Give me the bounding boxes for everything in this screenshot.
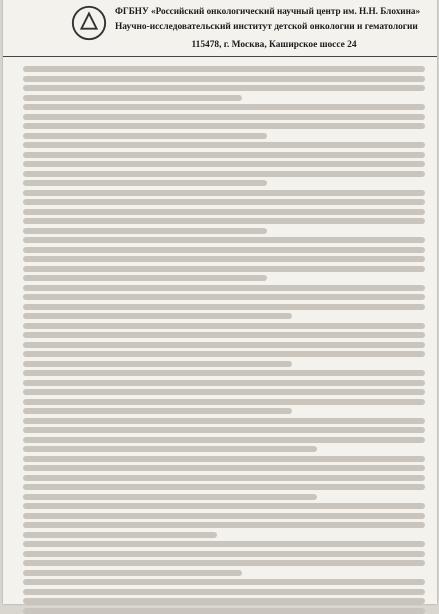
body-line bbox=[23, 133, 267, 139]
institute-name: Научно-исследовательский институт детской онкологии и гематологии bbox=[115, 22, 418, 32]
body-line bbox=[23, 152, 425, 158]
header-rule bbox=[3, 56, 437, 57]
body-line bbox=[23, 418, 425, 424]
body-line bbox=[23, 199, 425, 205]
body-line bbox=[23, 494, 317, 500]
body-line bbox=[23, 370, 425, 376]
body-line bbox=[23, 256, 425, 262]
body-line bbox=[23, 180, 267, 186]
body-line bbox=[23, 161, 425, 167]
body-line bbox=[23, 408, 292, 414]
body-line bbox=[23, 456, 425, 462]
body-line bbox=[23, 389, 425, 395]
body-line bbox=[23, 114, 425, 120]
body-line bbox=[23, 532, 217, 538]
body-line bbox=[23, 475, 425, 481]
body-line bbox=[23, 95, 242, 101]
body-line bbox=[23, 304, 425, 310]
body-line bbox=[23, 218, 425, 224]
body-line bbox=[23, 446, 317, 452]
body-line bbox=[23, 237, 425, 243]
body-line bbox=[23, 342, 425, 348]
body-line bbox=[23, 142, 425, 148]
body-line bbox=[23, 275, 267, 281]
body-line bbox=[23, 247, 425, 253]
body-line bbox=[23, 123, 425, 129]
body-line bbox=[23, 76, 425, 82]
body-line bbox=[23, 560, 425, 566]
body-line bbox=[23, 579, 425, 585]
body-line bbox=[23, 66, 425, 72]
body-line bbox=[23, 608, 425, 614]
body-line bbox=[23, 551, 425, 557]
body-line bbox=[23, 427, 425, 433]
body-line bbox=[23, 484, 425, 490]
body-line bbox=[23, 503, 425, 509]
body-line bbox=[23, 437, 425, 443]
body-line bbox=[23, 570, 242, 576]
body-line bbox=[23, 104, 425, 110]
discharge-summary-page bbox=[3, 0, 437, 604]
body-line bbox=[23, 351, 425, 357]
body-line bbox=[23, 313, 292, 319]
body-line bbox=[23, 294, 425, 300]
body-line bbox=[23, 380, 425, 386]
body-line bbox=[23, 399, 425, 405]
institution-logo bbox=[70, 4, 108, 42]
body-line bbox=[23, 589, 425, 595]
address: 115478, г. Москва, Каширское шоссе 24 bbox=[191, 40, 357, 50]
body-line bbox=[23, 228, 267, 234]
body-line bbox=[23, 209, 425, 215]
body-line bbox=[23, 190, 425, 196]
body-line bbox=[23, 513, 425, 519]
body-line bbox=[23, 465, 425, 471]
body-line bbox=[23, 332, 425, 338]
body-line bbox=[23, 285, 425, 291]
body-line bbox=[23, 266, 425, 272]
body-line bbox=[23, 522, 425, 528]
body-line bbox=[23, 361, 292, 367]
body-line bbox=[23, 323, 425, 329]
body-line bbox=[23, 171, 425, 177]
body-line bbox=[23, 85, 425, 91]
body-line bbox=[23, 598, 425, 604]
org-name: ФГБНУ «Российский онкологический научный центр им. Н.Н. Блохина» bbox=[115, 6, 421, 16]
body-line bbox=[23, 541, 425, 547]
